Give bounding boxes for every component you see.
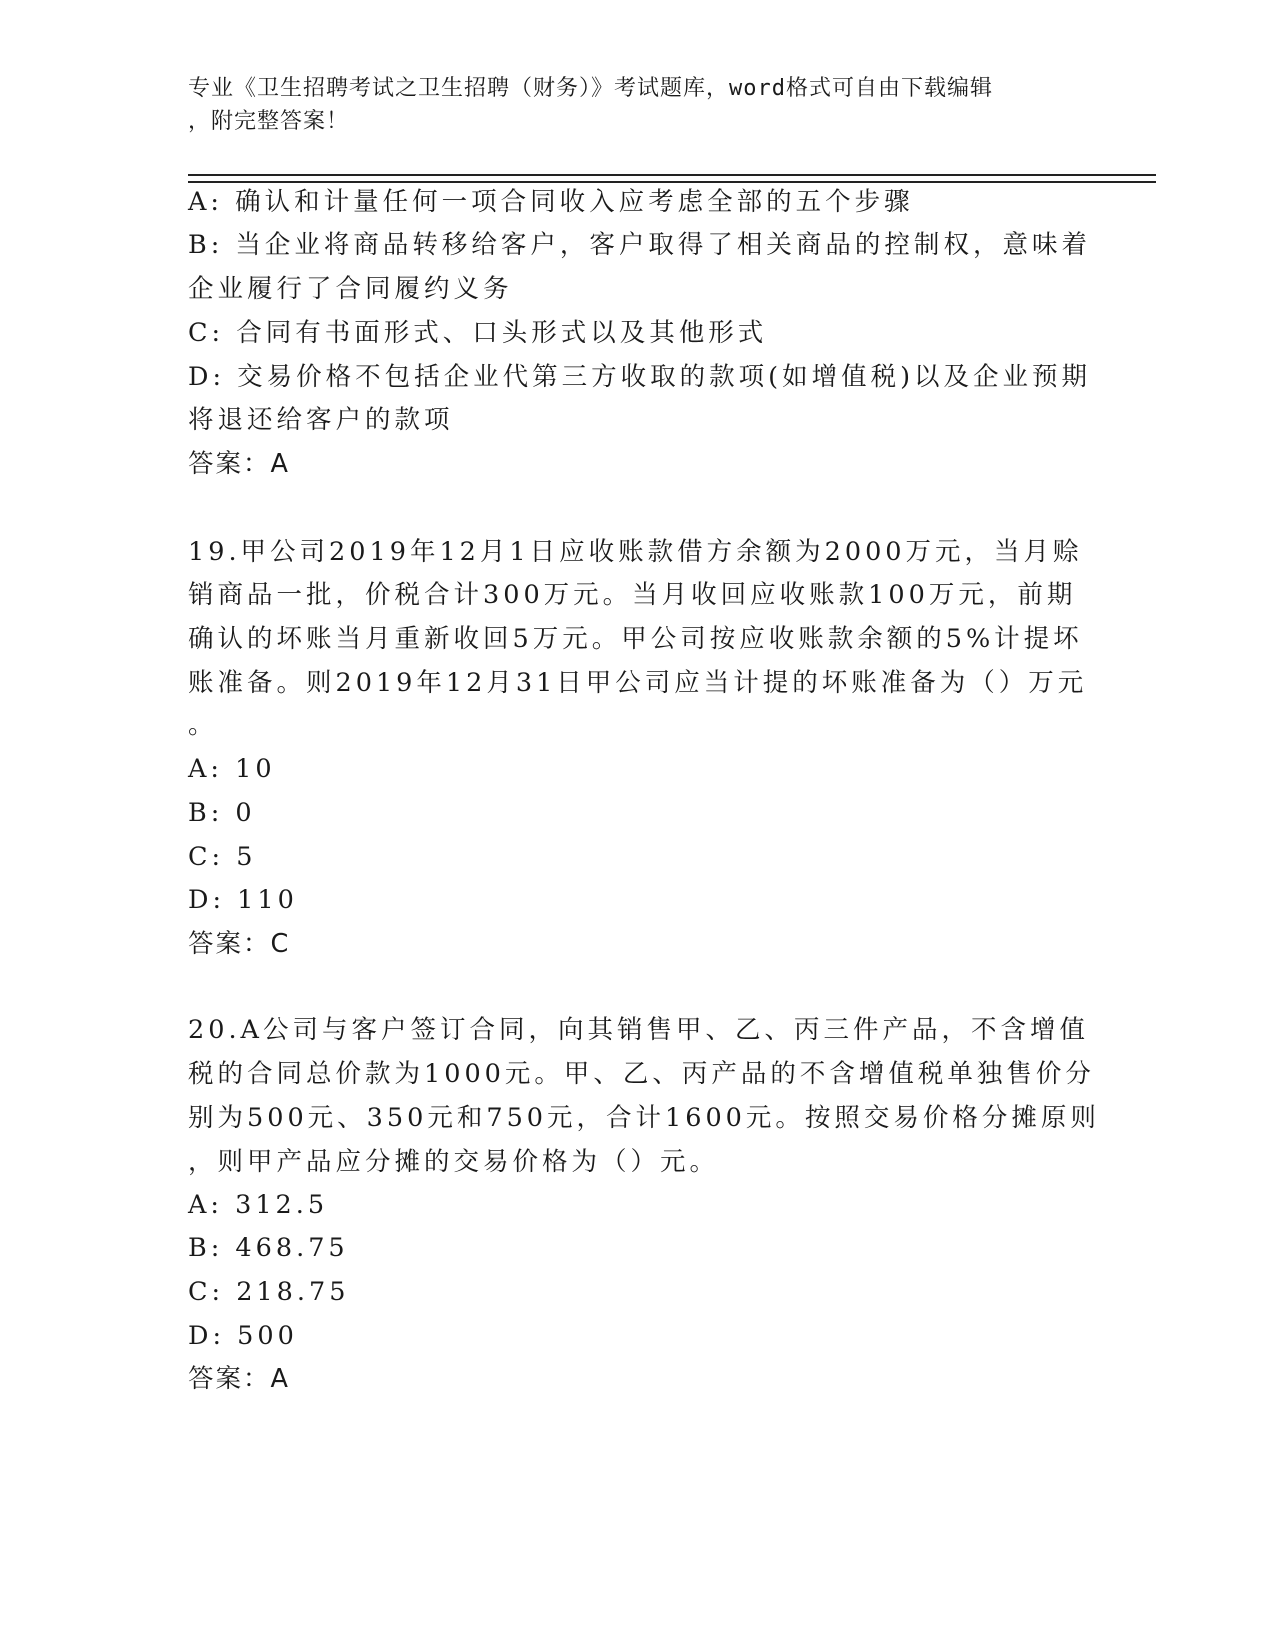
header-rule-bottom	[188, 181, 1156, 183]
q18-answer: 答案：A	[188, 449, 290, 479]
q20-option-c: C: 218.75	[188, 1277, 350, 1307]
q20-option-b: B: 468.75	[188, 1233, 349, 1263]
q20-stem-line-1: 20.A公司与客户签订合同，向其销售甲、乙、丙三件产品，不含增值	[188, 1015, 1089, 1045]
q19-stem-line-1: 19.甲公司2019年12月1日应收账款借方余额为2000万元，当月赊	[188, 537, 1083, 567]
q20-option-a: A: 312.5	[188, 1190, 329, 1220]
header-rule-top	[188, 174, 1156, 176]
q19-option-b: B: 0	[188, 798, 256, 828]
q20-answer: 答案：A	[188, 1364, 290, 1394]
q19-option-a: A: 10	[188, 754, 276, 784]
q18-option-a: A: 确认和计量任何一项合同收入应考虑全部的五个步骤	[188, 187, 914, 217]
q20-stem-line-4: ，则甲产品应分摊的交易价格为（）元。	[188, 1147, 720, 1177]
q18-option-d-line-2: 将退还给客户的款项	[188, 405, 454, 435]
q19-stem-line-4: 账准备。则2019年12月31日甲公司应当计提的坏账准备为（）万元	[188, 668, 1088, 698]
header-line-1: 专业《卫生招聘考试之卫生招聘（财务）》考试题库，word格式可自由下载编辑	[188, 76, 993, 101]
q19-option-d: D: 110	[188, 885, 298, 915]
q18-option-c: C: 合同有书面形式、口头形式以及其他形式	[188, 318, 768, 348]
q18-option-d-line-1: D: 交易价格不包括企业代第三方收取的款项(如增值税)以及企业预期	[188, 362, 1092, 392]
q19-option-c: C: 5	[188, 842, 257, 872]
q19-answer: 答案：C	[188, 929, 291, 959]
q19-stem-line-2: 销商品一批，价税合计300万元。当月收回应收账款100万元，前期	[188, 580, 1077, 610]
q19-stem-line-3: 确认的坏账当月重新收回5万元。甲公司按应收账款余额的5%计提坏	[188, 624, 1083, 654]
header-line-2: ，附完整答案！	[188, 109, 350, 134]
q18-option-b-line-2: 企业履行了合同履约义务	[188, 274, 513, 304]
q19-stem-line-5: 。	[188, 710, 218, 740]
q20-stem-line-3: 别为500元、350元和750元，合计1600元。按照交易价格分摊原则	[188, 1103, 1100, 1133]
q20-option-d: D: 500	[188, 1321, 298, 1351]
q20-stem-line-2: 税的合同总价款为1000元。甲、乙、丙产品的不含增值税单独售价分	[188, 1059, 1095, 1089]
document-header	[188, 72, 1068, 138]
q18-option-b-line-1: B: 当企业将商品转移给客户，客户取得了相关商品的控制权，意味着	[188, 230, 1091, 260]
